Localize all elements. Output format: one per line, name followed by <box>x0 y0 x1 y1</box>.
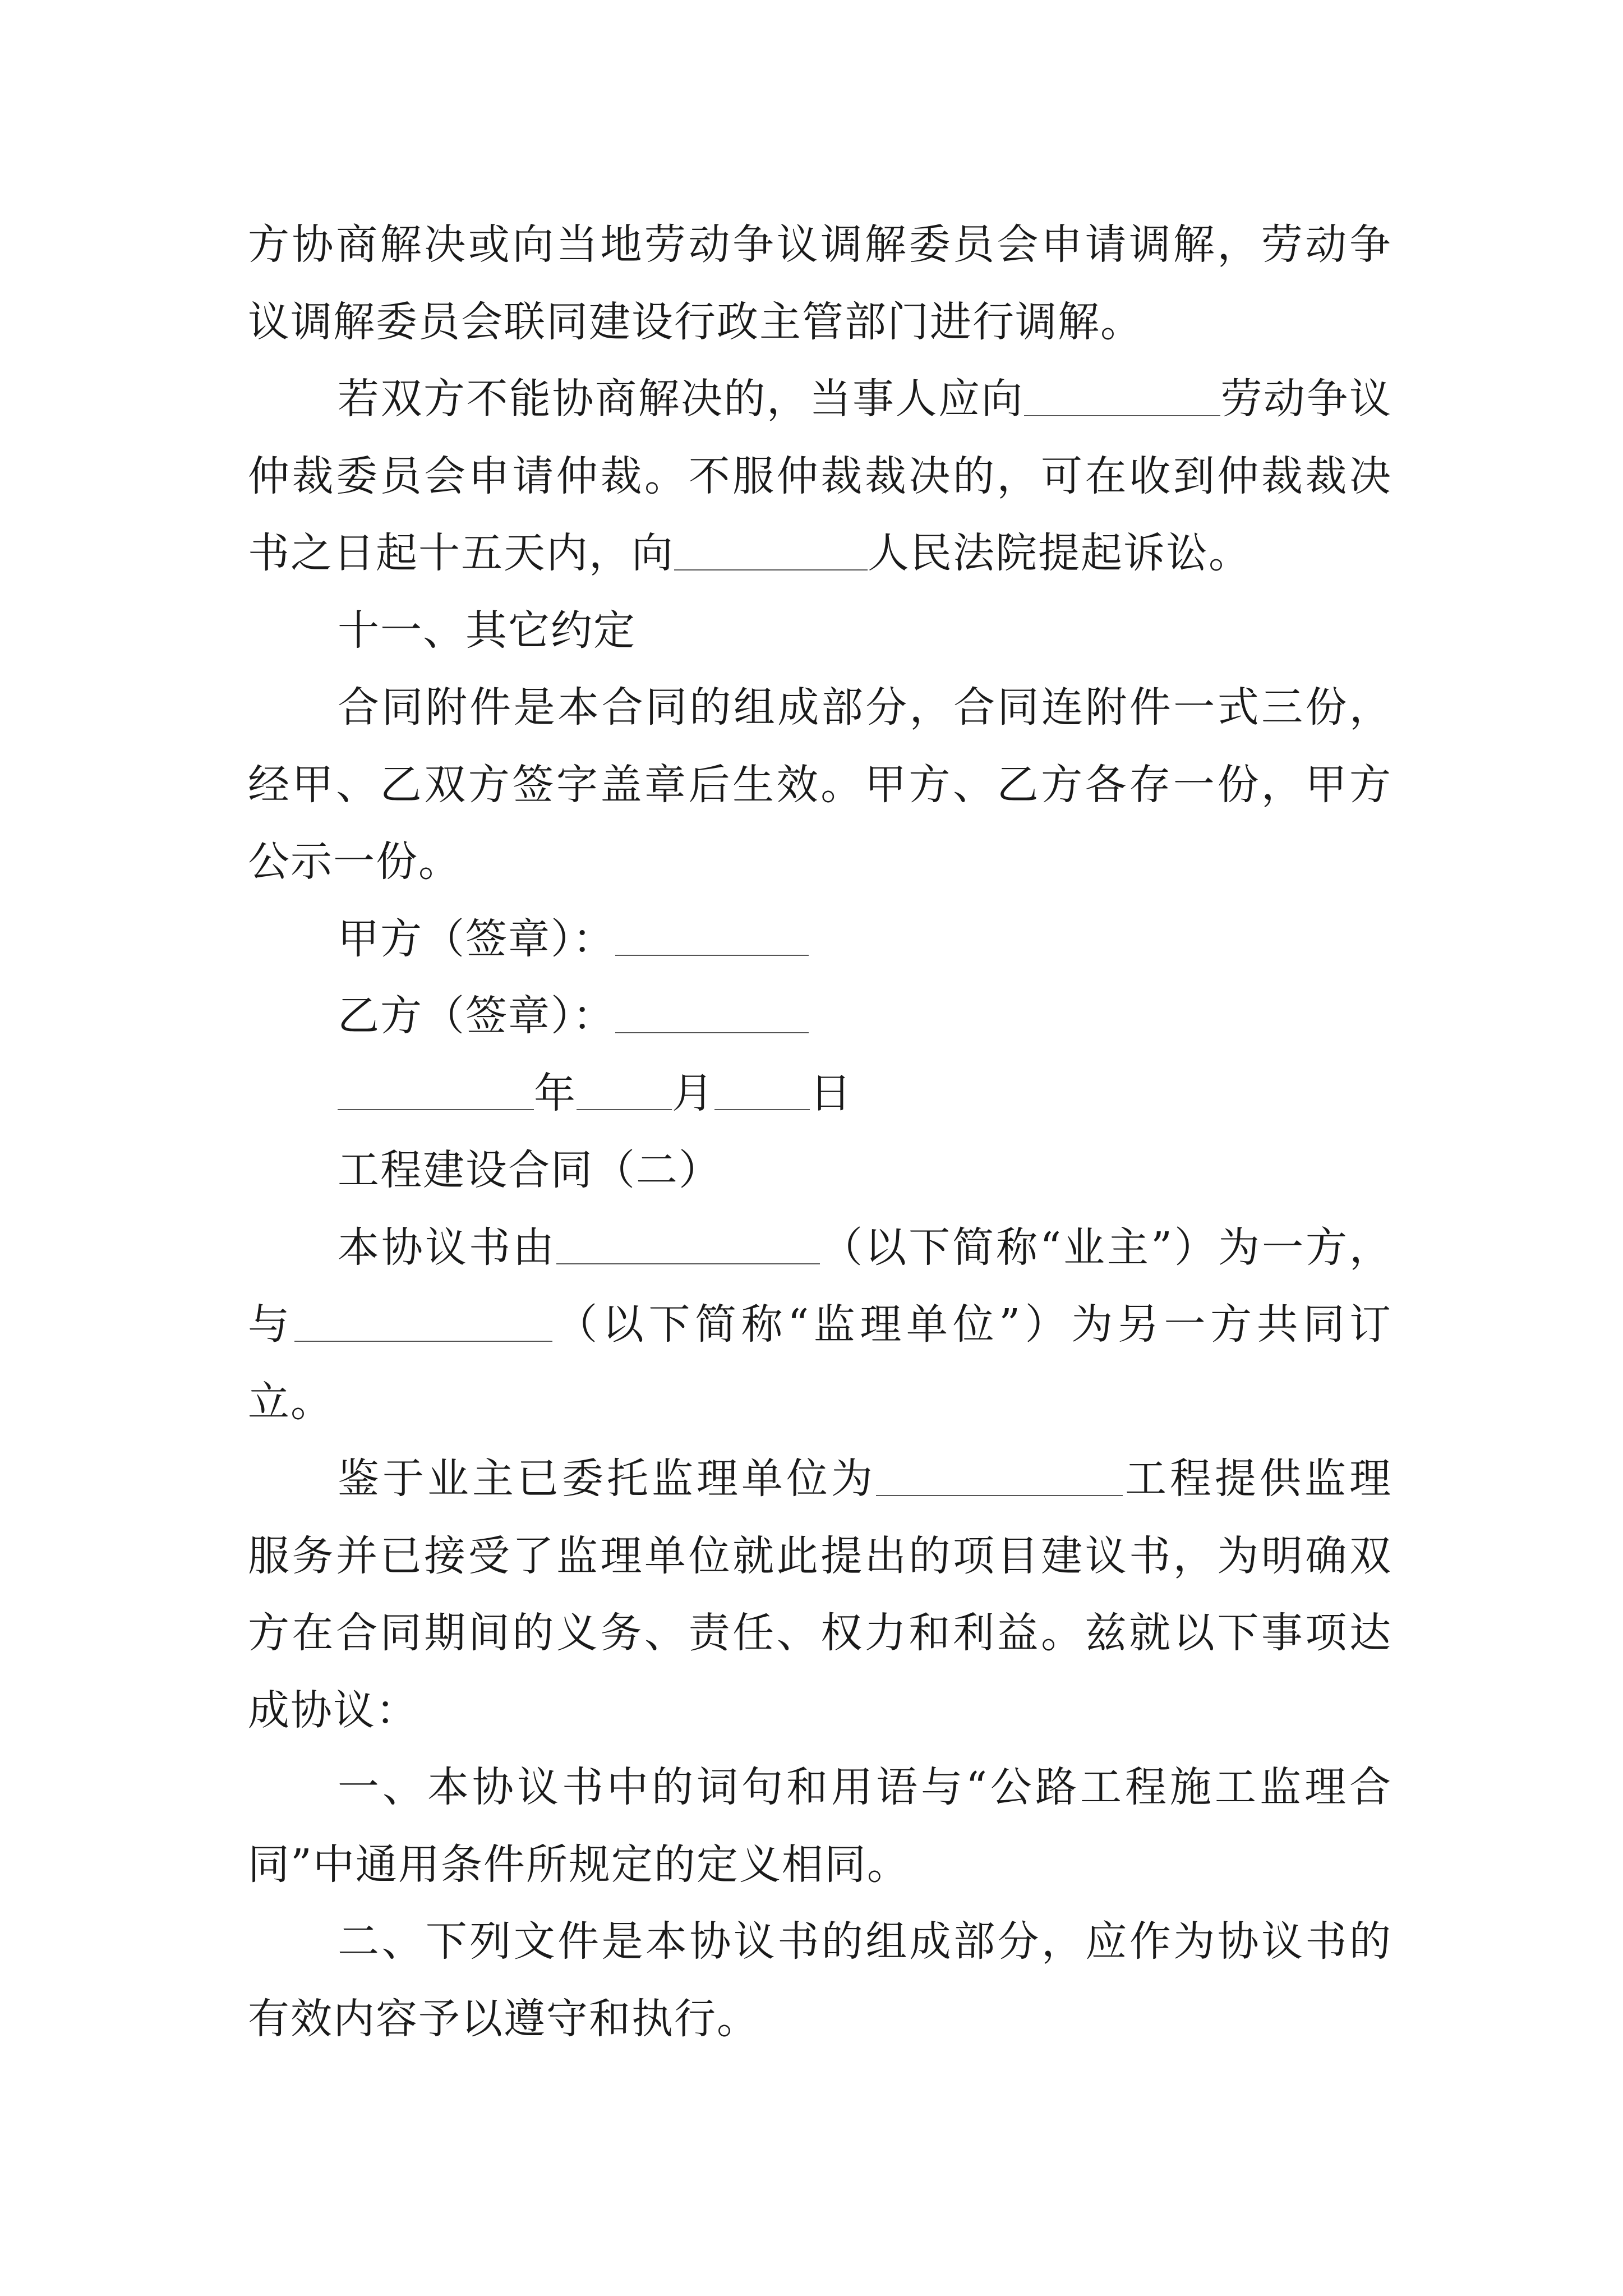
paragraph-recital <box>248 1441 1392 1749</box>
paragraph-text: 鉴于业主已委托监理单位为 <box>338 1455 876 1503</box>
paragraph-mediation-line1 <box>248 206 1392 284</box>
paragraph-text: 议调解委员会联同建设行政主管部门进行调解。 <box>248 297 1143 346</box>
paragraph-text: 合同附件是本合同的组成部分，合同连附件一式三份，经甲、乙双方签字盖章后生效。甲方、乙方各存一份，甲方公示一份。 <box>248 683 1392 886</box>
paragraph-mediation-line2 <box>248 284 1392 361</box>
document-body <box>248 206 1392 2058</box>
blank-owner-name[interactable] <box>556 1224 820 1264</box>
paragraph-attachments <box>248 669 1392 901</box>
signature-label: 乙方（签章）： <box>338 992 615 1040</box>
blank-arbitration-committee[interactable] <box>1024 376 1220 416</box>
blank-date-year[interactable] <box>338 1070 534 1110</box>
clause-text: 一、本协议书中的词句和用语与“公路工程施工监理合同”中通用条件所规定的定义相同。 <box>248 1763 1392 1889</box>
signature-party-b <box>248 978 1392 1055</box>
blank-court-name[interactable] <box>674 530 868 570</box>
blank-signature-party-b[interactable] <box>615 993 809 1033</box>
date-day-label: 日 <box>810 1069 852 1117</box>
paragraph-arbitration <box>248 361 1392 592</box>
paragraph-text: 方协商解决或向当地劳动争议调解委员会申请调解，劳动争 <box>248 220 1392 269</box>
blank-signature-party-a[interactable] <box>615 915 809 956</box>
blank-project-name[interactable] <box>876 1456 1123 1496</box>
paragraph-text: 劳动争议仲裁委员会申请仲裁。不服仲裁裁决的，可在收到仲裁裁决书之日起十五天内，向 <box>248 375 1392 577</box>
paragraph-text: 人民法院提起诉讼。 <box>868 529 1251 577</box>
blank-date-day[interactable] <box>714 1070 810 1110</box>
paragraph-text: （以下简称“监理单位”）为另一方共同订立。 <box>248 1300 1392 1426</box>
paragraph-parties <box>248 1209 1392 1441</box>
signature-date <box>248 1055 1392 1133</box>
clause-one <box>248 1749 1392 1903</box>
heading-text: 十一、其它约定 <box>338 606 636 655</box>
clause-two <box>248 1903 1392 2058</box>
date-year-label: 年 <box>534 1069 577 1117</box>
signature-label: 甲方（签章）： <box>338 914 615 963</box>
section-heading-other-terms <box>248 592 1392 670</box>
paragraph-text: 工程提供监理服务并已接受了监理单位就此提出的项目建议书，为明确双方在合同期间的义务、责任、权力和利益。兹就以下事项达成协议： <box>248 1455 1392 1734</box>
paragraph-text: 本协议书由 <box>338 1223 557 1272</box>
date-month-label: 月 <box>672 1069 714 1117</box>
clause-text: 二、下列文件是本协议书的组成部分，应作为协议书的有效内容予以遵守和执行。 <box>248 1917 1392 2043</box>
paragraph-text: 与 <box>248 1300 294 1349</box>
blank-supervisor-name[interactable] <box>294 1301 552 1342</box>
paragraph-text: 若双方不能协商解决的，当事人应向 <box>338 375 1024 423</box>
blank-date-month[interactable] <box>577 1070 672 1110</box>
signature-party-a <box>248 901 1392 978</box>
title-text: 工程建设合同（二） <box>338 1146 721 1194</box>
contract-two-title <box>248 1132 1392 1209</box>
paragraph-text: （以下简称“业主”）为一方， <box>820 1223 1392 1272</box>
